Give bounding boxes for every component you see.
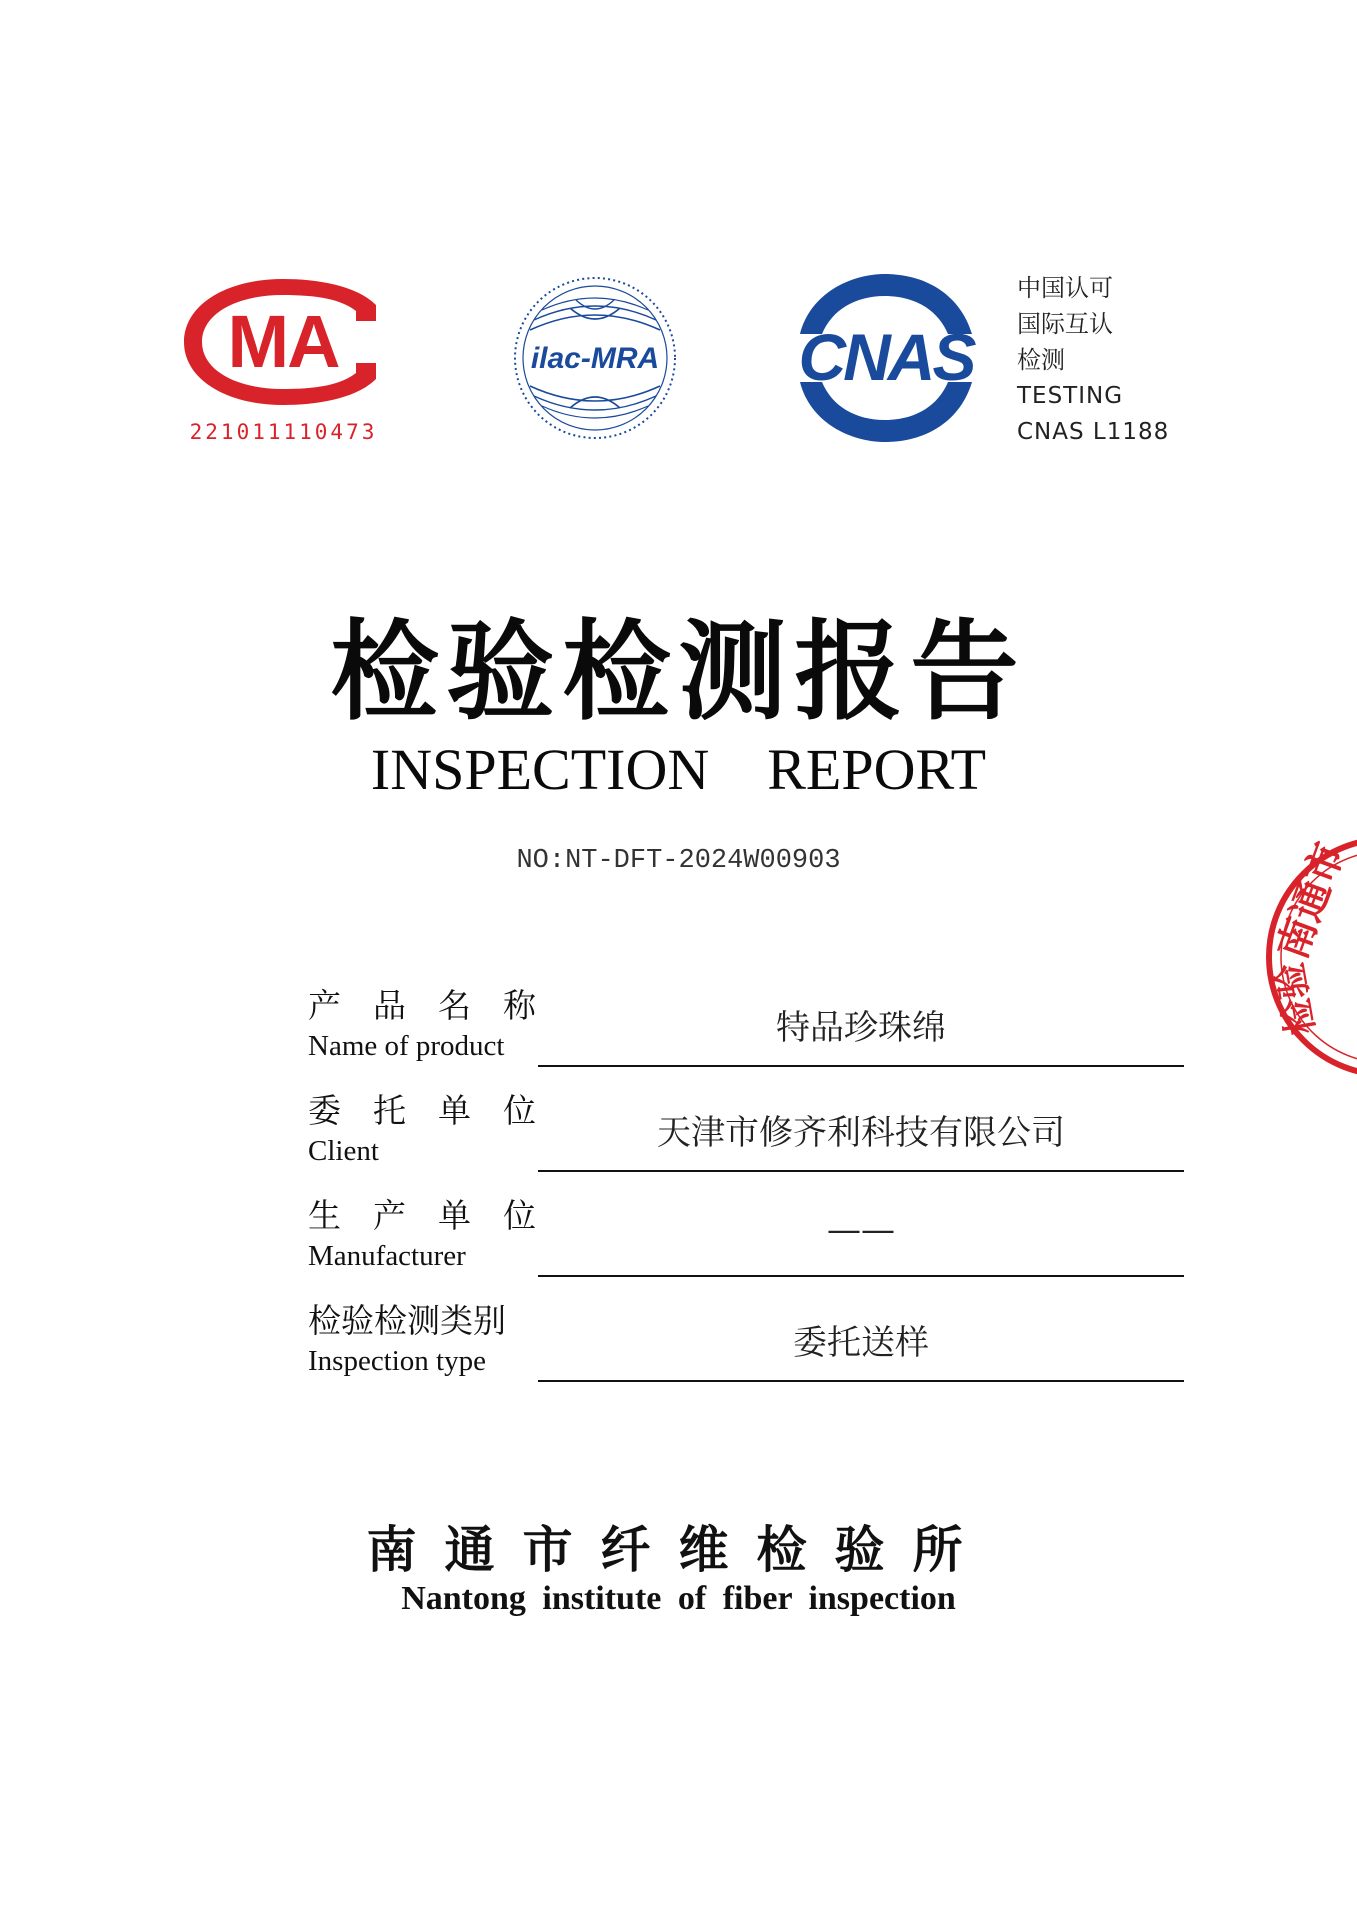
field-label-cn: 委托单位 <box>308 1091 536 1130</box>
field-underline <box>538 1275 1184 1277</box>
field-value: 委托送样 <box>793 1323 929 1363</box>
field-inspection-type <box>308 1295 1184 1393</box>
cnas-accreditation-text <box>1017 270 1217 450</box>
cma-number: 221011110473 <box>189 420 378 444</box>
cnas-letters: CNAS <box>798 320 974 394</box>
seal-text-top: 南通市 <box>1268 836 1354 966</box>
ilac-mra-logo <box>510 270 680 445</box>
institute-name-en: Nantong institute of fiber inspection <box>401 1580 956 1617</box>
report-title-cn: 检验检测报告 <box>330 609 1027 735</box>
report-title-en: INSPECTION REPORT <box>370 737 987 802</box>
report-number: NO:NT-DFT-2024W00903 <box>516 846 841 876</box>
field-manufacturer <box>308 1190 1184 1288</box>
field-product-name <box>308 980 1184 1078</box>
field-value: —— <box>827 1210 895 1250</box>
field-client <box>308 1085 1184 1183</box>
seal-text-bottom: 检验 <box>1268 959 1323 1038</box>
cnas-text-line: TESTING <box>1017 383 1124 409</box>
field-underline <box>538 1065 1184 1067</box>
field-underline <box>538 1170 1184 1172</box>
field-label-en: Inspection type <box>308 1345 486 1377</box>
field-label-en: Client <box>308 1135 379 1167</box>
cnas-text-line: 国际互认 <box>1017 310 1113 338</box>
cnas-text-line: CNAS L1188 <box>1017 419 1170 445</box>
field-underline <box>538 1380 1184 1382</box>
cma-letters: MA <box>227 300 339 383</box>
cnas-logo <box>780 272 990 444</box>
ilac-text: ilac-MRA <box>530 342 660 375</box>
field-value: 特品珍珠绵 <box>776 1008 946 1048</box>
institute-name-cn: 南通市纤维检验所 <box>366 1520 991 1579</box>
field-label-cn: 产品名称 <box>308 986 536 1025</box>
field-label-en: Manufacturer <box>308 1240 466 1272</box>
field-label-cn: 生产单位 <box>308 1196 536 1235</box>
cma-logo <box>176 275 391 410</box>
field-label-cn: 检验检测类别 <box>308 1301 506 1340</box>
field-label-en: Name of product <box>308 1030 505 1062</box>
cnas-text-line: 检测 <box>1017 346 1065 374</box>
cnas-text-line: 中国认可 <box>1017 274 1113 302</box>
field-value: 天津市修齐利科技有限公司 <box>657 1113 1065 1153</box>
